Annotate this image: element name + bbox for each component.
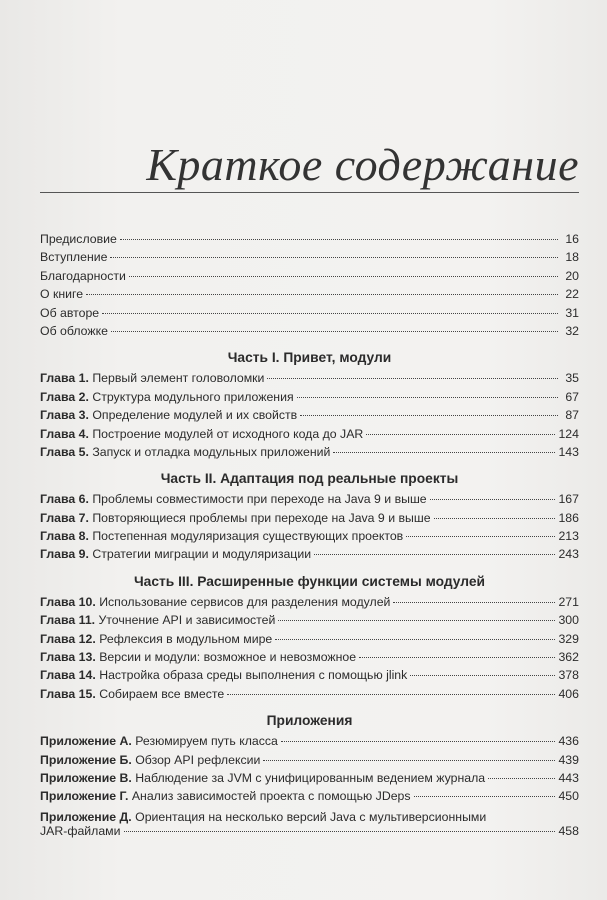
toc-entry-chapter: Глава 5. Запуск и отладка модульных приложений 143 xyxy=(40,444,579,459)
part-heading: Часть II. Адаптация под реальные проекты xyxy=(160,471,459,487)
leader-dots xyxy=(227,694,555,695)
toc-entry-about-cover: Об обложке 32 xyxy=(40,323,579,338)
leader-dots xyxy=(120,239,558,240)
leader-dots xyxy=(297,397,558,398)
leader-dots xyxy=(111,331,558,332)
leader-dots xyxy=(124,831,556,832)
toc-entry-chapter: Глава 8. Постепенная модуляризация существующих проектов 213 xyxy=(40,529,579,544)
leader-dots xyxy=(410,675,555,676)
toc-entry-chapter: Глава 13. Версии и модули: возможное и невозможное 362 xyxy=(40,650,579,665)
leader-dots xyxy=(393,602,555,603)
leader-dots xyxy=(406,536,555,537)
part-heading: Приложения xyxy=(266,713,353,729)
leader-dots xyxy=(129,276,558,277)
leader-dots xyxy=(488,778,555,779)
toc-entry-acknowledgements: Благодарности 20 xyxy=(40,268,579,283)
toc-entry-chapter: Глава 1. Первый элемент головоломки 35 xyxy=(40,371,579,386)
toc-entry-about-author: Об авторе 31 xyxy=(40,305,579,320)
leader-dots xyxy=(102,313,558,314)
toc-entry-chapter: Глава 11. Уточнение API и зависимостей 300 xyxy=(40,613,579,628)
toc-entry-appendix: Приложение Г. Анализ зависимостей проекта с помощью JDeps 450 xyxy=(40,789,579,804)
toc-entry-chapter: Глава 7. Повторяющиеся проблемы при переходе на Java 9 и выше 186 xyxy=(40,510,579,525)
leader-dots xyxy=(314,554,555,555)
leader-dots xyxy=(300,415,558,416)
leader-dots xyxy=(430,499,556,500)
toc-entry-appendix: Приложение Б. Обзор API рефлексии 439 xyxy=(40,752,579,767)
table-of-contents xyxy=(40,232,579,842)
toc-entry-chapter: Глава 9. Стратегии миграции и модуляризации 243 xyxy=(40,547,579,562)
leader-dots xyxy=(267,378,558,379)
toc-entry-appendix: Приложение В. Наблюдение за JVM с унифицированным ведением журнала 443 xyxy=(40,770,579,785)
leader-dots xyxy=(414,796,556,797)
title-rule xyxy=(40,192,579,193)
toc-entry-chapter: Глава 12. Рефлексия в модульном мире 329 xyxy=(40,631,579,646)
page-title: Краткое содержание xyxy=(146,139,579,190)
toc-entry-chapter: Глава 6. Проблемы совместимости при переходе на Java 9 и выше 167 xyxy=(40,492,579,507)
part-heading: Часть III. Расширенные функции системы модулей xyxy=(133,573,486,589)
leader-dots xyxy=(359,657,555,658)
leader-dots xyxy=(263,760,555,761)
toc-entry-chapter: Глава 2. Структура модульного приложения 67 xyxy=(40,389,579,404)
toc-entry-chapter: Глава 15. Собираем все вместе 406 xyxy=(40,686,579,701)
toc-entry-appendix-continued: JAR-файлами 458 xyxy=(40,823,579,838)
toc-entry-introduction: Вступление 18 xyxy=(40,250,579,265)
leader-dots xyxy=(333,452,555,453)
leader-dots xyxy=(275,639,555,640)
toc-entry-appendix: Приложение Д. Ориентация на несколько версий Java с мультиверсионными xyxy=(40,809,487,824)
toc-entry-appendix: Приложение А. Резюмируем путь класса 436 xyxy=(40,734,579,749)
toc-entry-chapter: Глава 14. Настройка образа среды выполнения с помощью jlink 378 xyxy=(40,668,579,683)
leader-dots xyxy=(366,434,555,435)
leader-dots xyxy=(86,294,558,295)
leader-dots xyxy=(110,257,558,258)
toc-entry-chapter: Глава 4. Построение модулей от исходного кода до JAR 124 xyxy=(40,426,579,441)
leader-dots xyxy=(278,620,555,621)
toc-entry-chapter: Глава 3. Определение модулей и их свойств 87 xyxy=(40,408,579,423)
toc-entry-about-book: О книге 22 xyxy=(40,287,579,302)
part-heading: Часть I. Привет, модули xyxy=(227,350,392,366)
leader-dots xyxy=(281,741,556,742)
toc-entry-chapter: Глава 10. Использование сервисов для разделения модулей 271 xyxy=(40,594,579,609)
leader-dots xyxy=(434,518,556,519)
toc-entry-preface: Предисловие 16 xyxy=(40,232,579,246)
